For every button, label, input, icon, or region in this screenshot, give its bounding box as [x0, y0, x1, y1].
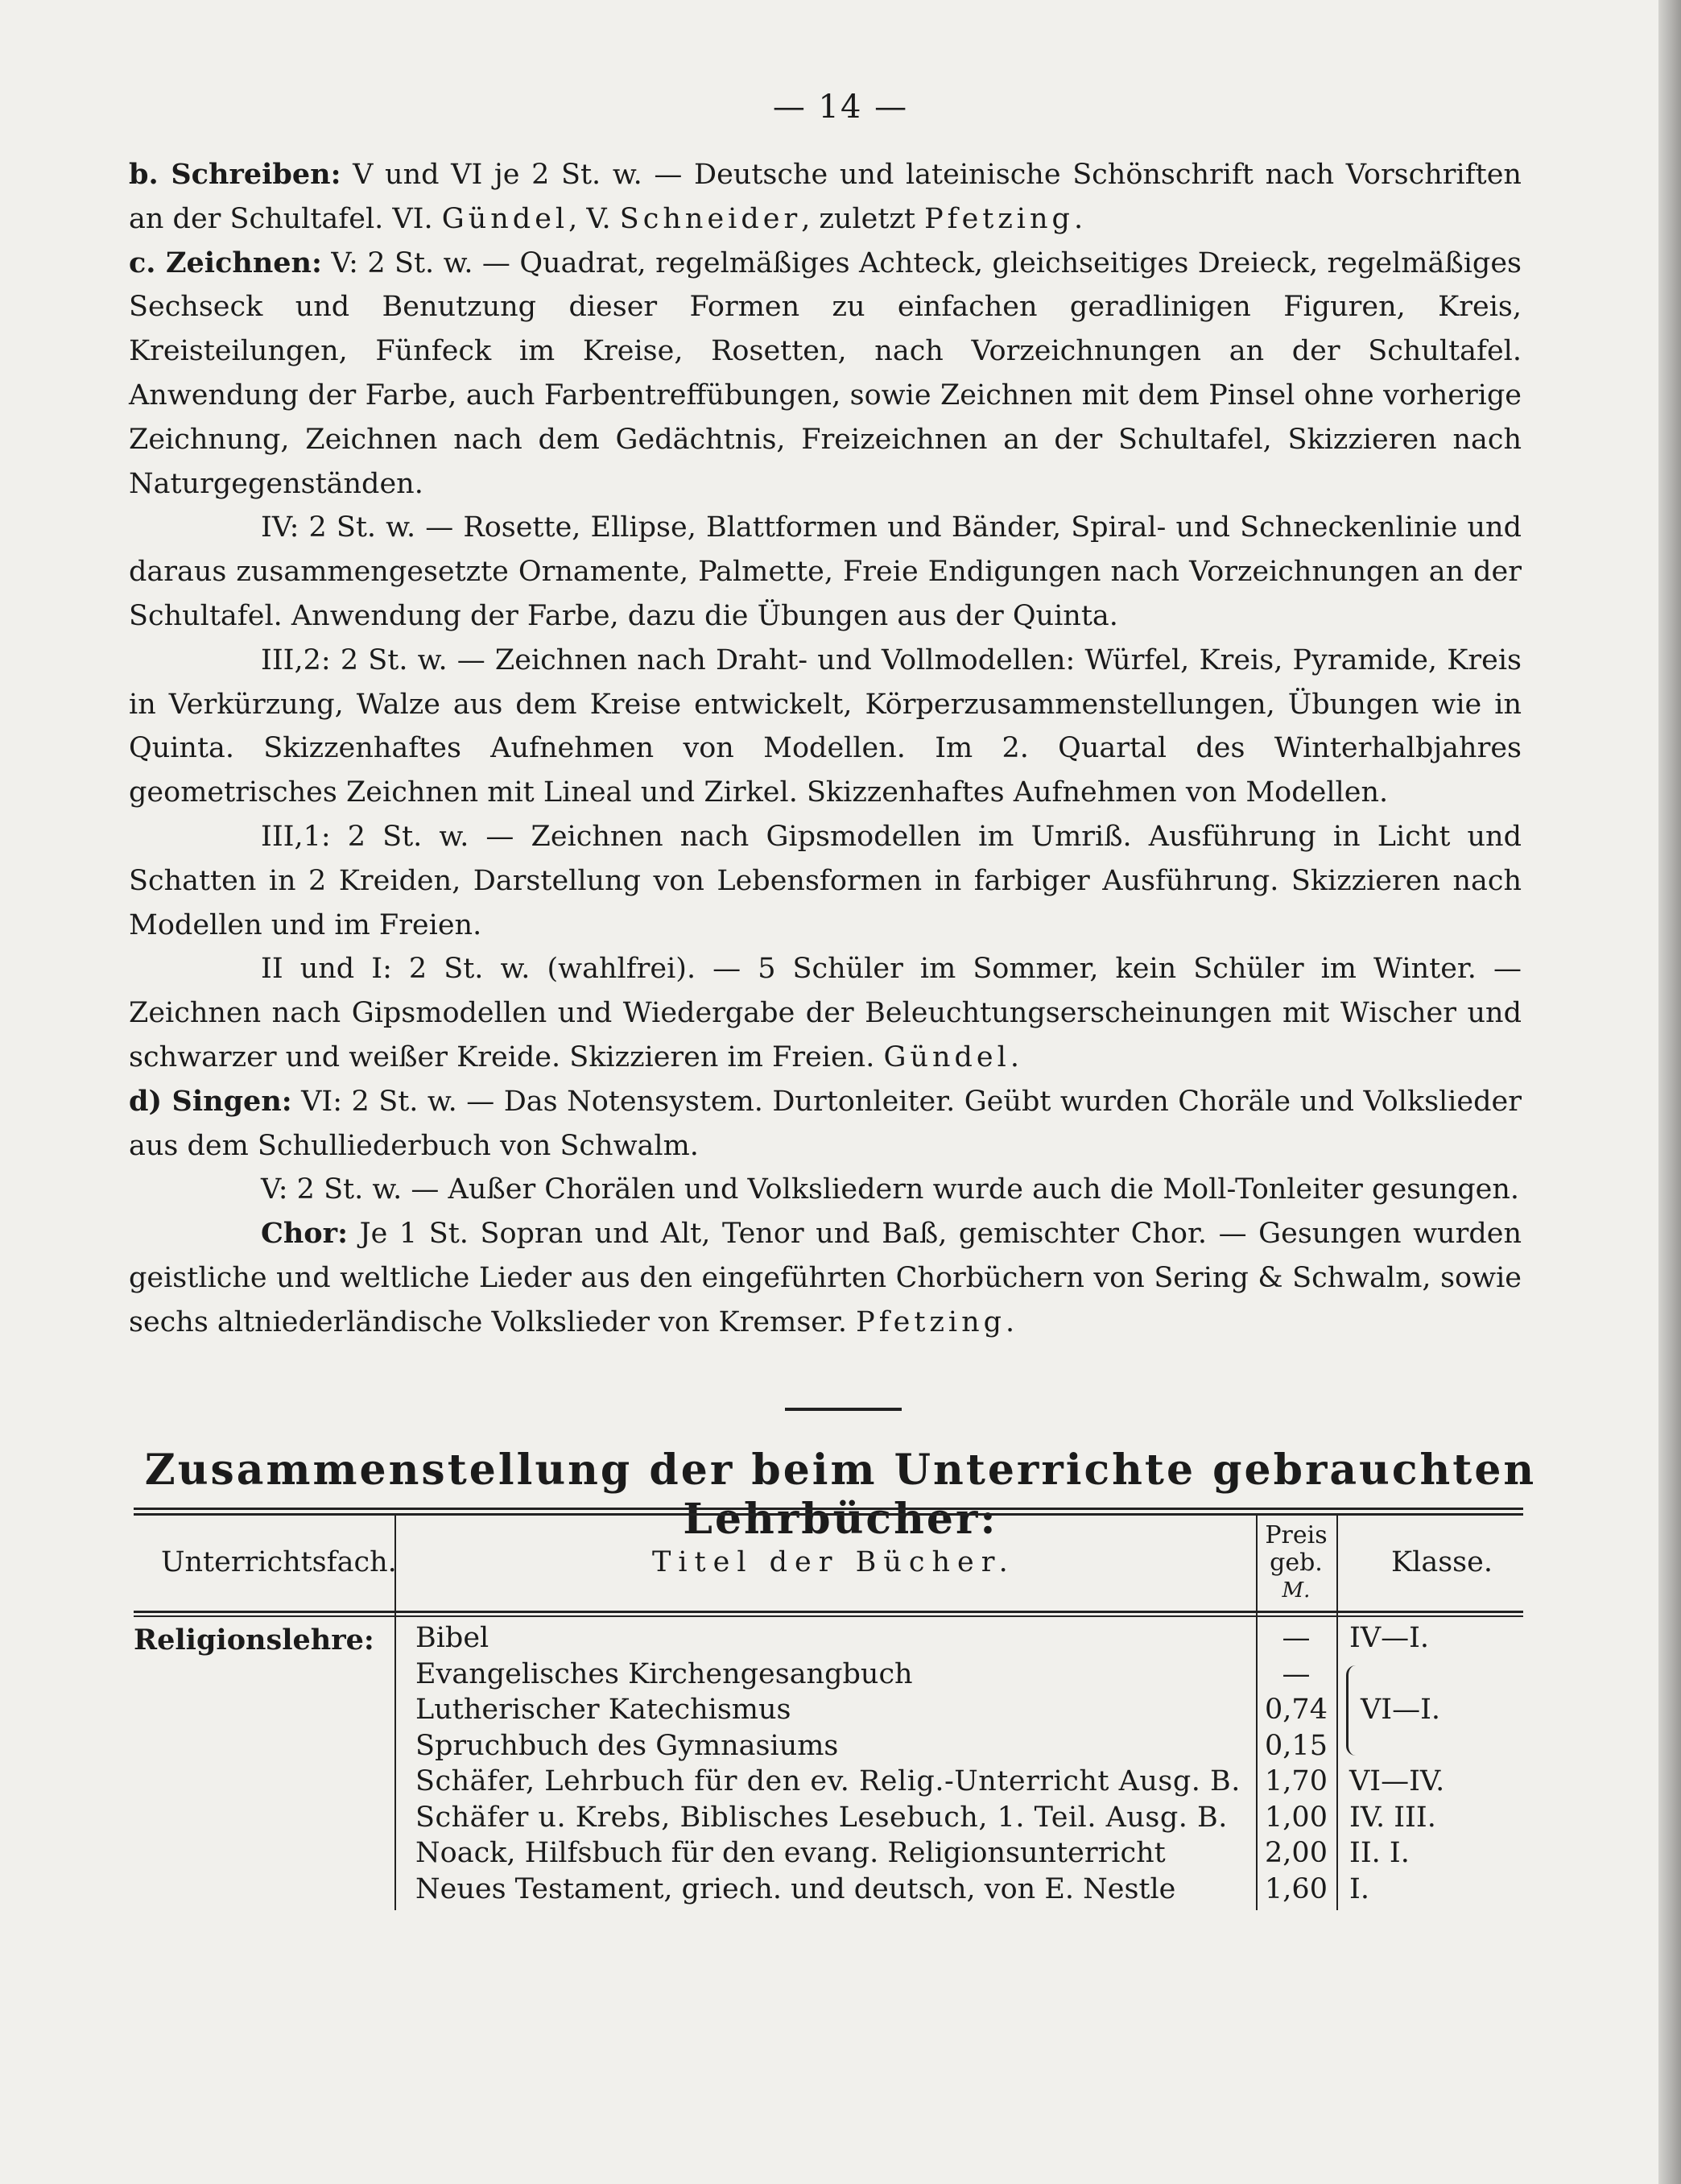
paragraph: [129, 947, 1522, 1079]
page-edge: [1658, 0, 1681, 2184]
paragraph-run: V und VI je 2 St. w. — Deutsche und lateinische Schönschrift nach Vorschriften an der Schultafel. VI.: [129, 159, 1522, 235]
paragraph-run: II und I: 2 St. w. (wahlfrei). — 5 Schüler im Sommer, kein Schüler im Winter. — Zeichnen nach Gipsmodellen und Wiedergabe der Beleuchtungserscheinungen mit Wischer und schwarzer und weißer Kreide. Skizzieren im Freien.: [129, 953, 1522, 1073]
paragraph-run: Pfetzing: [924, 202, 1074, 235]
paragraph-heading: Chor:: [261, 1217, 349, 1251]
paragraph-run: Je 1 St. Sopran und Alt, Tenor und Baß, gemischter Chor. — Gesungen wurden geistliche und weltliche Lieder aus den eingeführten Chorbüchern von Sering & Schwalm, sowie sechs altniederländische Volkslieder von Kremser.: [129, 1218, 1522, 1338]
table-row-class: IV. III.: [1349, 1801, 1436, 1834]
paragraph-run: .: [1073, 202, 1084, 235]
table-row-price: 0,74: [1265, 1694, 1328, 1726]
table-row-class: I.: [1349, 1872, 1369, 1905]
paragraph-run: III,2: 2 St. w. — Zeichnen nach Draht- und Vollmodellen: Würfel, Kreis, Pyramide, Kreis in Verkürzung, Walze aus dem Kreise entwickelt, Körperzusammenstellungen, Übungen wie in Quinta. Skizzenhaftes Aufnehmen von Modellen. Im 2. Quartal des Winterhalbjahres geometrisches Zeichnen mit Lineal und Zirkel. Skizzenhaftes Aufnehmen von Modellen.: [129, 643, 1522, 809]
table-row-title: Lutherischer Katechismus: [415, 1694, 791, 1726]
table-row-class: IV—I.: [1349, 1622, 1430, 1654]
table-row-title: Spruchbuch des Gymnasiums: [415, 1729, 839, 1762]
table-row-title: Noack, Hilfsbuch für den evang. Religionsunterricht: [415, 1837, 1166, 1869]
subject-label: Religionslehre:: [134, 1624, 374, 1657]
table-row-price: 1,00: [1265, 1801, 1328, 1834]
paragraph: [129, 1212, 1522, 1344]
section-heading: Zusammenstellung der beim Unterrichte gebrauchten Lehrbücher:: [144, 1446, 1537, 1544]
table-row-class: VI—I.: [1361, 1694, 1441, 1726]
paragraph-run: .: [1006, 1305, 1015, 1338]
table-row-class: II. I.: [1349, 1837, 1410, 1869]
paragraph: [129, 1168, 1522, 1212]
paragraph-run: V: 2 St. w. — Quadrat, regelmäßiges Achteck, gleichseitiges Dreieck, regelmäßiges Sechseck und Benutzung dieser Formen zu einfachen geradlinigen Figuren, Kreis, Kreisteilungen, Fünfeck im Kreise, Rosetten, nach Vorzeichnungen an der Schultafel. Anwendung der Farbe, auch Farbentreffübungen, sowie Zeichnen mit dem Pinsel ohne vorherige Zeichnung, Zeichnen nach dem Gedächtnis, Freizeichnen an der Schultafel, Skizzieren nach Naturgegenständen.: [129, 246, 1522, 500]
table-row-price: 2,00: [1265, 1837, 1328, 1869]
table-row-title: Evangelisches Kirchengesangbuch: [415, 1657, 913, 1690]
paragraph-run: .: [1010, 1040, 1019, 1073]
table-row-price: 1,70: [1265, 1765, 1328, 1797]
table-row-price: 0,15: [1265, 1729, 1328, 1762]
paragraph-run: Gündel: [441, 202, 569, 235]
body-text: [129, 153, 1522, 1345]
paragraph-run: , zuletzt: [801, 202, 925, 235]
paragraph-heading: d) Singen:: [129, 1084, 292, 1118]
paragraph: [129, 153, 1522, 242]
paragraph-heading: c. Zeichnen:: [129, 246, 322, 279]
page-number: — 14 —: [772, 89, 909, 126]
section-divider: [785, 1408, 902, 1411]
class-brace: [1346, 1665, 1361, 1756]
table-header-rule: [134, 1611, 1523, 1617]
table-row-price: 1,60: [1265, 1872, 1328, 1905]
paragraph-run: , V.: [568, 202, 620, 235]
paragraph-run: Gündel: [883, 1040, 1010, 1073]
table-row-class: VI—IV.: [1349, 1765, 1445, 1797]
header-price-line: M.: [1282, 1578, 1311, 1603]
table-row-title: Bibel: [415, 1622, 489, 1654]
table-row-title: Schäfer u. Krebs, Biblisches Lesebuch, 1. Teil. Ausg. B.: [415, 1801, 1228, 1834]
header-price-line: Preis: [1265, 1521, 1328, 1549]
table-row-title: Neues Testament, griech. und deutsch, von E. Nestle: [415, 1872, 1176, 1905]
table-top-rule: [134, 1508, 1523, 1516]
paragraph: [129, 1080, 1522, 1169]
table-row-price: —: [1282, 1622, 1311, 1654]
header-price-line: geb.: [1270, 1549, 1323, 1577]
paragraph-run: IV: 2 St. w. — Rosette, Ellipse, Blattformen und Bänder, Spiral- und Schneckenlinie und daraus zusammengesetzte Ornamente, Palmette, Freie Endigungen nach Vorzeichnungen an der Schultafel. Anwendung der Farbe, dazu die Übungen aus der Quinta.: [129, 511, 1522, 632]
paragraph: [129, 639, 1522, 815]
paragraph-run: V: 2 St. w. — Außer Chorälen und Volksliedern wurde auch die Moll-Tonleiter gesungen.: [261, 1173, 1519, 1206]
column-divider: [1336, 1516, 1338, 1910]
paragraph-run: Schneider: [619, 202, 802, 235]
header-class: Klasse.: [1391, 1546, 1493, 1578]
paragraph-run: VI: 2 St. w. — Das Notensystem. Durtonleiter. Geübt wurden Choräle und Volkslieder aus dem Schulliederbuch von Schwalm.: [129, 1085, 1522, 1162]
paragraph: [129, 506, 1522, 638]
header-price: [1258, 1522, 1335, 1604]
header-subject: Unterrichtsfach.: [161, 1546, 397, 1578]
paragraph-run: III,1: 2 St. w. — Zeichnen nach Gipsmodellen im Umriß. Ausführung in Licht und Schatten in 2 Kreiden, Darstellung von Lebensformen in farbiger Ausführung. Skizzieren nach Modellen und im Freien.: [129, 820, 1522, 941]
paragraph: [129, 242, 1522, 507]
paragraph: [129, 815, 1522, 947]
paragraph-heading: b. Schreiben:: [129, 158, 341, 191]
header-title: Titel der Bücher.: [652, 1546, 1015, 1578]
table-row-title: Schäfer, Lehrbuch für den ev. Relig.-Unterricht Ausg. B.: [415, 1765, 1241, 1797]
table-row-price: —: [1282, 1657, 1311, 1690]
paragraph-run: Pfetzing: [856, 1305, 1006, 1338]
